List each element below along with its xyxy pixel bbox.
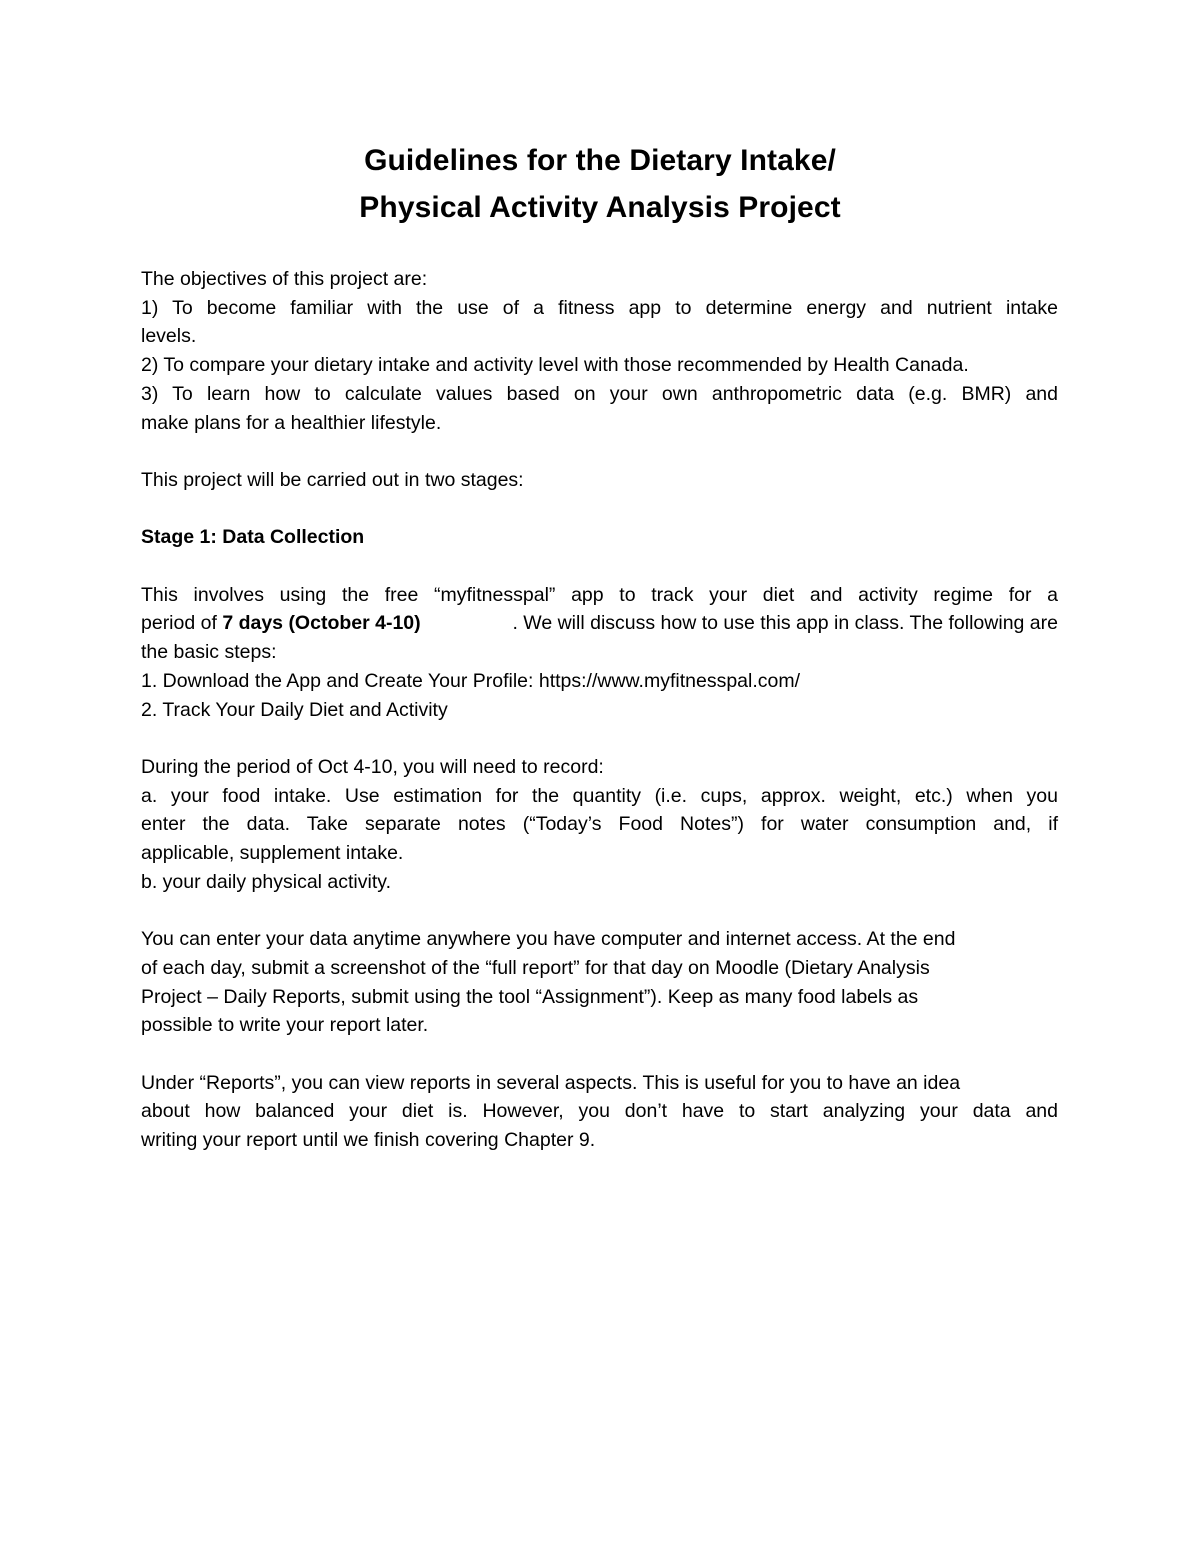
objective-1-line-1: 1) To become familiar with the use of a fitness app to determine energy and nutrient intake	[141, 296, 1058, 319]
submit-line-4: possible to write your report later.	[141, 1014, 429, 1037]
step-1: 1. Download the App and Create Your Profile: https://www.myfitnesspal.com/	[141, 669, 801, 692]
objective-1-line-2: levels.	[141, 325, 197, 348]
stage-1-paragraph-line-3: the basic steps:	[141, 641, 277, 664]
stage-1-period-text	[141, 609, 421, 638]
stages-intro: This project will be carried out in two stages:	[141, 468, 524, 491]
submit-line-1: You can enter your data anytime anywhere you have computer and internet access. At the end	[141, 928, 956, 951]
step-2: 2. Track Your Daily Diet and Activity	[141, 698, 448, 721]
document-body	[141, 265, 1058, 1155]
stage-1-paragraph-line-2	[141, 609, 1058, 638]
period-prefix: period of	[141, 612, 223, 635]
stage-1-paragraph-line-1: This involves using the free “myfitnesspal” app to track your diet and activity regime for a	[141, 583, 1058, 606]
objective-2: 2) To compare your dietary intake and activity level with those recommended by Health Canada.	[141, 354, 969, 377]
reports-line-3: writing your report until we finish covering Chapter 9.	[141, 1129, 596, 1151]
period-dates: 7 days (October 4-10)	[222, 612, 421, 635]
record-a-line-1: a. your food intake. Use estimation for the quantity (i.e. cups, approx. weight, etc.) when you	[141, 784, 1058, 807]
document-title-line-2: Physical Activity Analysis Project	[359, 191, 841, 224]
stage-1-heading: Stage 1: Data Collection	[141, 526, 365, 549]
objective-3-line-1: 3) To learn how to calculate values based on your own anthropometric data (e.g. BMR) and	[141, 382, 1058, 405]
period-suffix: . We will discuss how to use this app in class. The following are	[512, 612, 1058, 635]
record-a-line-3: applicable, supplement intake.	[141, 842, 404, 864]
objectives-intro: The objectives of this project are:	[141, 268, 428, 290]
submit-line-3: Project – Daily Reports, submit using the tool “Assignment”). Keep as many food labels as	[141, 985, 919, 1008]
reports-line-1: Under “Reports”, you can view reports in several aspects. This is useful for you to have an idea	[141, 1071, 961, 1094]
document-title-line-1: Guidelines for the Dietary Intake/	[364, 144, 836, 177]
objective-3-line-2: make plans for a healthier lifestyle.	[141, 411, 442, 434]
reports-line-2: about how balanced your diet is. However, you don’t have to start analyzing your data and	[141, 1100, 1058, 1123]
record-b: b. your daily physical activity.	[141, 870, 391, 893]
record-a-line-2: enter the data. Take separate notes (“Today’s Food Notes”) for water consumption and, if	[141, 813, 1058, 836]
record-intro: During the period of Oct 4-10, you will need to record:	[141, 755, 604, 778]
submit-line-2: of each day, submit a screenshot of the “full report” for that day on Moodle (Dietary Analysis	[141, 956, 930, 979]
